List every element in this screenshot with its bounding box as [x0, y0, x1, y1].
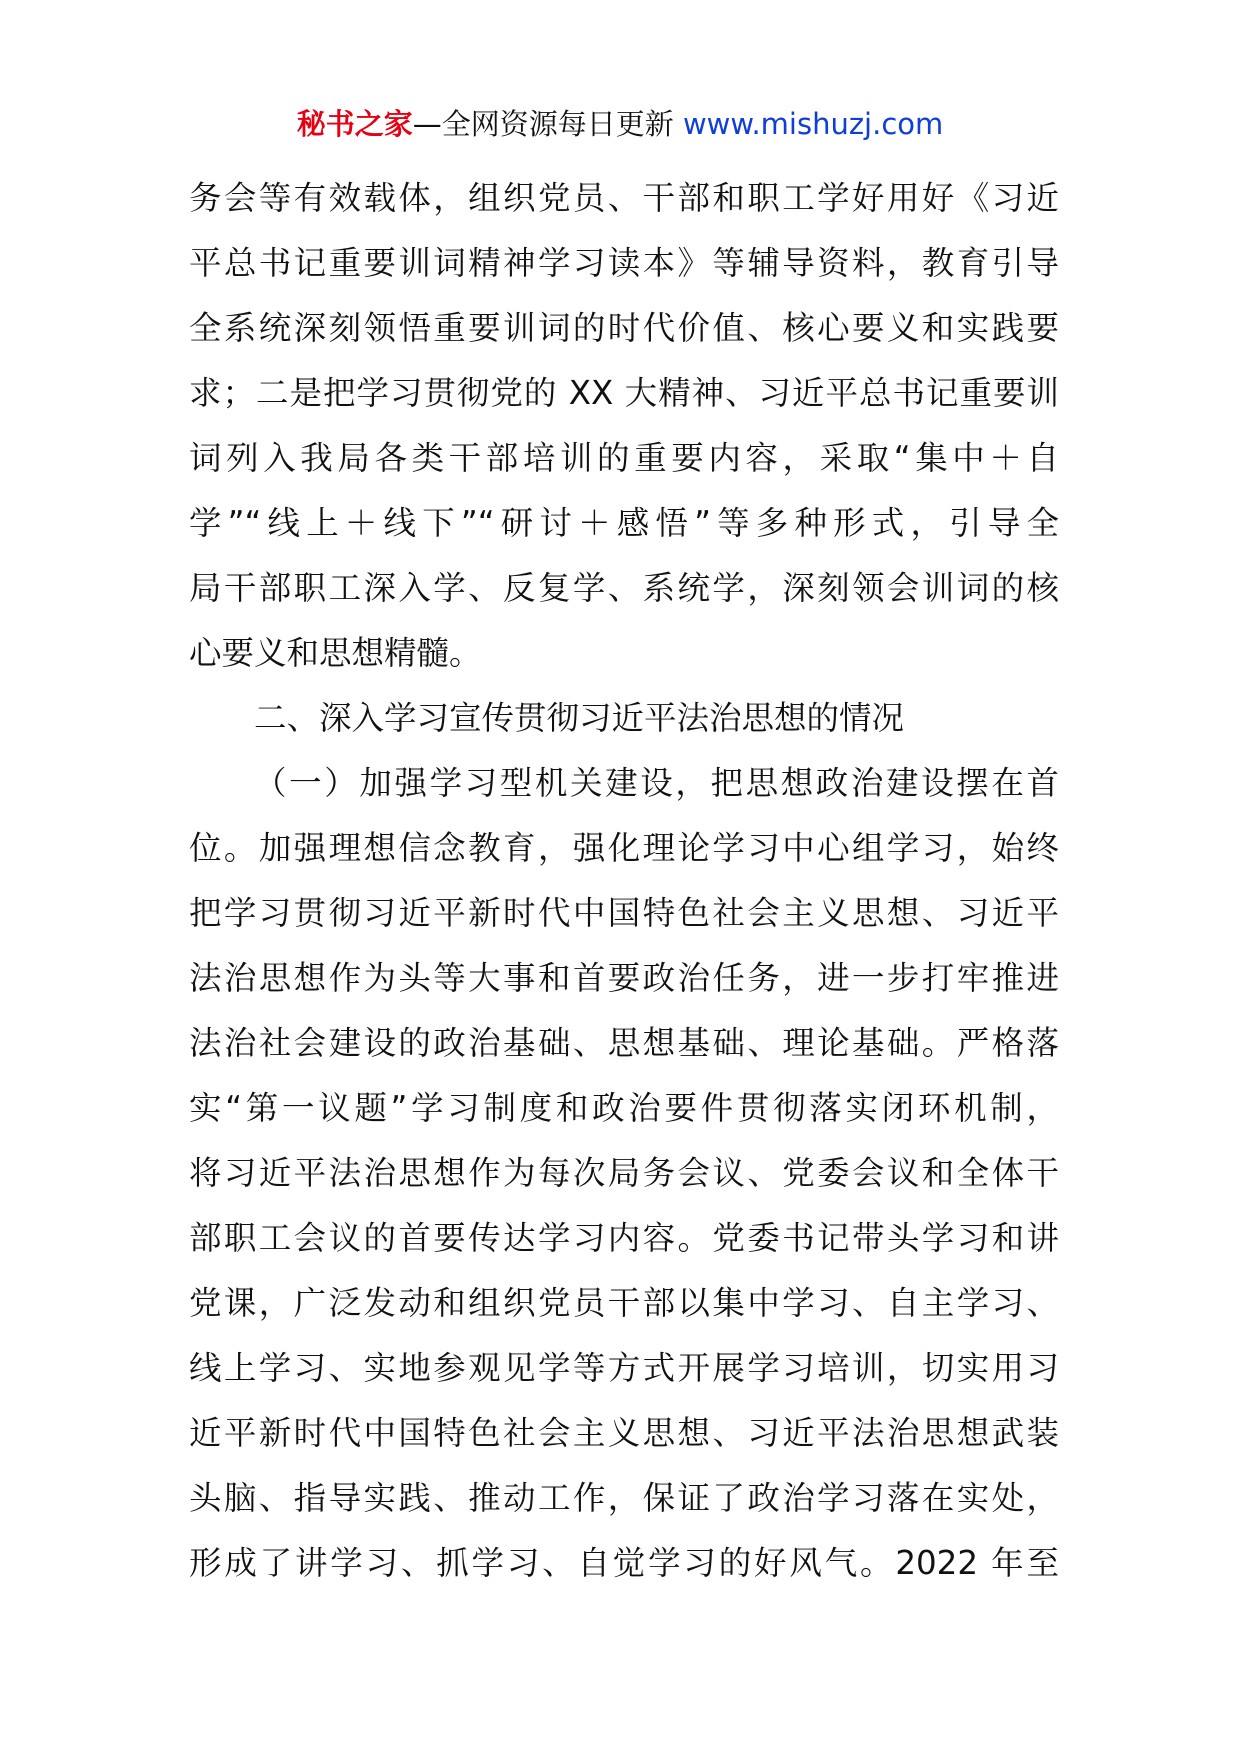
paragraph-3-line-7: 将习近平法治思想作为每次局务会议、党委会议和全体干: [189, 1154, 1059, 1192]
header-tagline: —全网资源每日更新: [412, 107, 674, 141]
paragraph-3-line-3: 把学习贯彻习近平新时代中国特色社会主义思想、习近平: [189, 894, 1059, 932]
paragraph-1-line-8: 心要义和思想精髓。: [189, 634, 482, 672]
paragraph-3-line-8: 部职工会议的首要传达学习内容。党委书记带头学习和讲: [189, 1219, 1059, 1257]
paragraph-3-line-2: 位。加强理想信念教育，强化理论学习中心组学习，始终: [189, 829, 1059, 867]
paragraph-1-line-5: 词列入我局各类干部培训的重要内容，采取“集中＋自: [189, 439, 1059, 477]
paragraph-1-line-7: 局干部职工深入学、反复学、系统学，深刻领会训词的核: [189, 569, 1059, 607]
paragraph-3-line-9: 党课，广泛发动和组织党员干部以集中学习、自主学习、: [189, 1284, 1059, 1322]
paragraph-3-line-13: 形成了讲学习、抓学习、自觉学习的好风气。2022 年至: [189, 1544, 1059, 1582]
paragraph-3-line-11: 近平新时代中国特色社会主义思想、习近平法治思想武装: [189, 1414, 1059, 1452]
paragraph-3-line-6: 实“第一议题”学习制度和政治要件贯彻落实闭环机制，: [189, 1089, 1059, 1127]
section-heading: 二、深入学习宣传贯彻习近平法治思想的情况: [254, 699, 905, 737]
paragraph-3-line-5: 法治社会建设的政治基础、思想基础、理论基础。严格落: [189, 1024, 1059, 1062]
paragraph-1-line-4: 求；二是把学习贯彻党的 XX 大精神、习近平总书记重要训: [189, 374, 1059, 412]
paragraph-1-line-1: 务会等有效载体，组织党员、干部和职工学好用好《习近: [189, 179, 1059, 217]
site-header-watermark: [0, 104, 1240, 144]
paragraph-1-line-3: 全系统深刻领悟重要训词的时代价值、核心要义和实践要: [189, 309, 1059, 347]
brand-name: 秘书之家: [296, 107, 413, 141]
paragraph-1-line-6: 学”“线上＋线下”“研讨＋感悟”等多种形式，引导全: [189, 504, 1059, 542]
header-url: www.mishuzj.com: [682, 107, 944, 141]
paragraph-3-line-10: 线上学习、实地参观见学等方式开展学习培训，切实用习: [189, 1349, 1059, 1387]
paragraph-3-line-1: （一）加强学习型机关建设，把思想政治建设摆在首: [254, 764, 1059, 802]
paragraph-3-line-4: 法治思想作为头等大事和首要政治任务，进一步打牢推进: [189, 959, 1059, 997]
paragraph-3-line-12: 头脑、指导实践、推动工作，保证了政治学习落在实处，: [189, 1479, 1059, 1517]
document-body: [189, 166, 1059, 1596]
paragraph-1-line-2: 平总书记重要训词精神学习读本》等辅导资料，教育引导: [189, 244, 1059, 282]
